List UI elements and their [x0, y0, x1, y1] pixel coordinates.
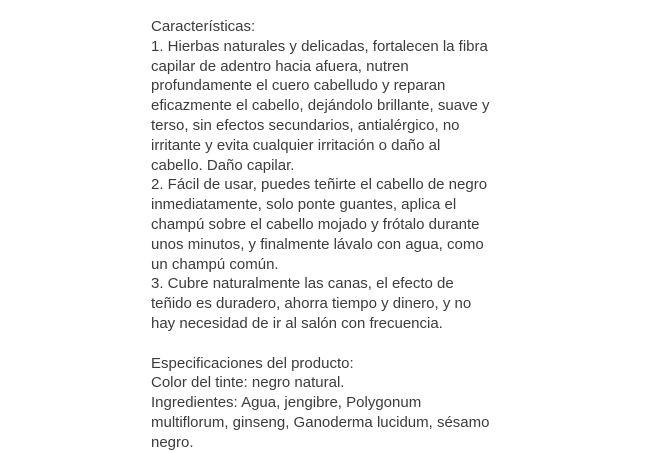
feature-2-line: un champú común.	[151, 255, 279, 273]
feature-3-line: teñido es duradero, ahorra tiempo y dinero, y no	[151, 295, 472, 313]
paragraph-spacer	[151, 334, 521, 354]
feature-item-2	[151, 175, 521, 274]
feature-2-line: inmediatamente, solo ponte guantes, aplica el	[151, 196, 457, 214]
spec-ingredients-cont: negro.	[151, 433, 194, 451]
feature-2-line: 2. Fácil de usar, puedes teñirte el cabello de negro	[151, 176, 488, 194]
feature-1-line: cabello. Daño capilar.	[151, 156, 295, 174]
specs-heading: Especificaciones del producto:	[151, 354, 354, 372]
feature-item-3	[151, 274, 521, 333]
feature-3-line: hay necesidad de ir al salón con frecuencia.	[151, 314, 443, 332]
feature-2-line: champú sobre el cabello mojado y frótalo durante	[151, 215, 480, 233]
spec-ingredients: Ingredientes: Agua, jengibre, Polygonum	[151, 394, 422, 412]
feature-3-line: 3. Cubre naturalmente las canas, el efecto de	[151, 275, 454, 293]
feature-item-1	[151, 37, 521, 176]
spec-dye-color: Color del tinte: negro natural.	[151, 374, 345, 392]
feature-2-line: unos minutos, y finalmente lávalo con agua, como	[151, 235, 484, 253]
feature-1-line: eficazmente el cabello, dejándolo brillante, suave y	[151, 97, 490, 115]
feature-1-line: profundamente el cuero cabelludo y reparan	[151, 77, 446, 95]
feature-1-line: terso, sin efectos secundarios, antialérgico, no	[151, 116, 460, 134]
features-heading: Características:	[151, 18, 256, 35]
feature-1-line: capilar de adentro hacia afuera, nutren	[151, 57, 409, 75]
spec-ingredients-cont: multiflorum, ginseng, Ganoderma lucidum, sésamo	[151, 413, 490, 431]
feature-1-line: 1. Hierbas naturales y delicadas, fortalecen la fibra	[151, 37, 488, 55]
feature-1-line: irritante y evita cualquier irritación o daño al	[151, 136, 441, 154]
product-description	[151, 17, 521, 453]
